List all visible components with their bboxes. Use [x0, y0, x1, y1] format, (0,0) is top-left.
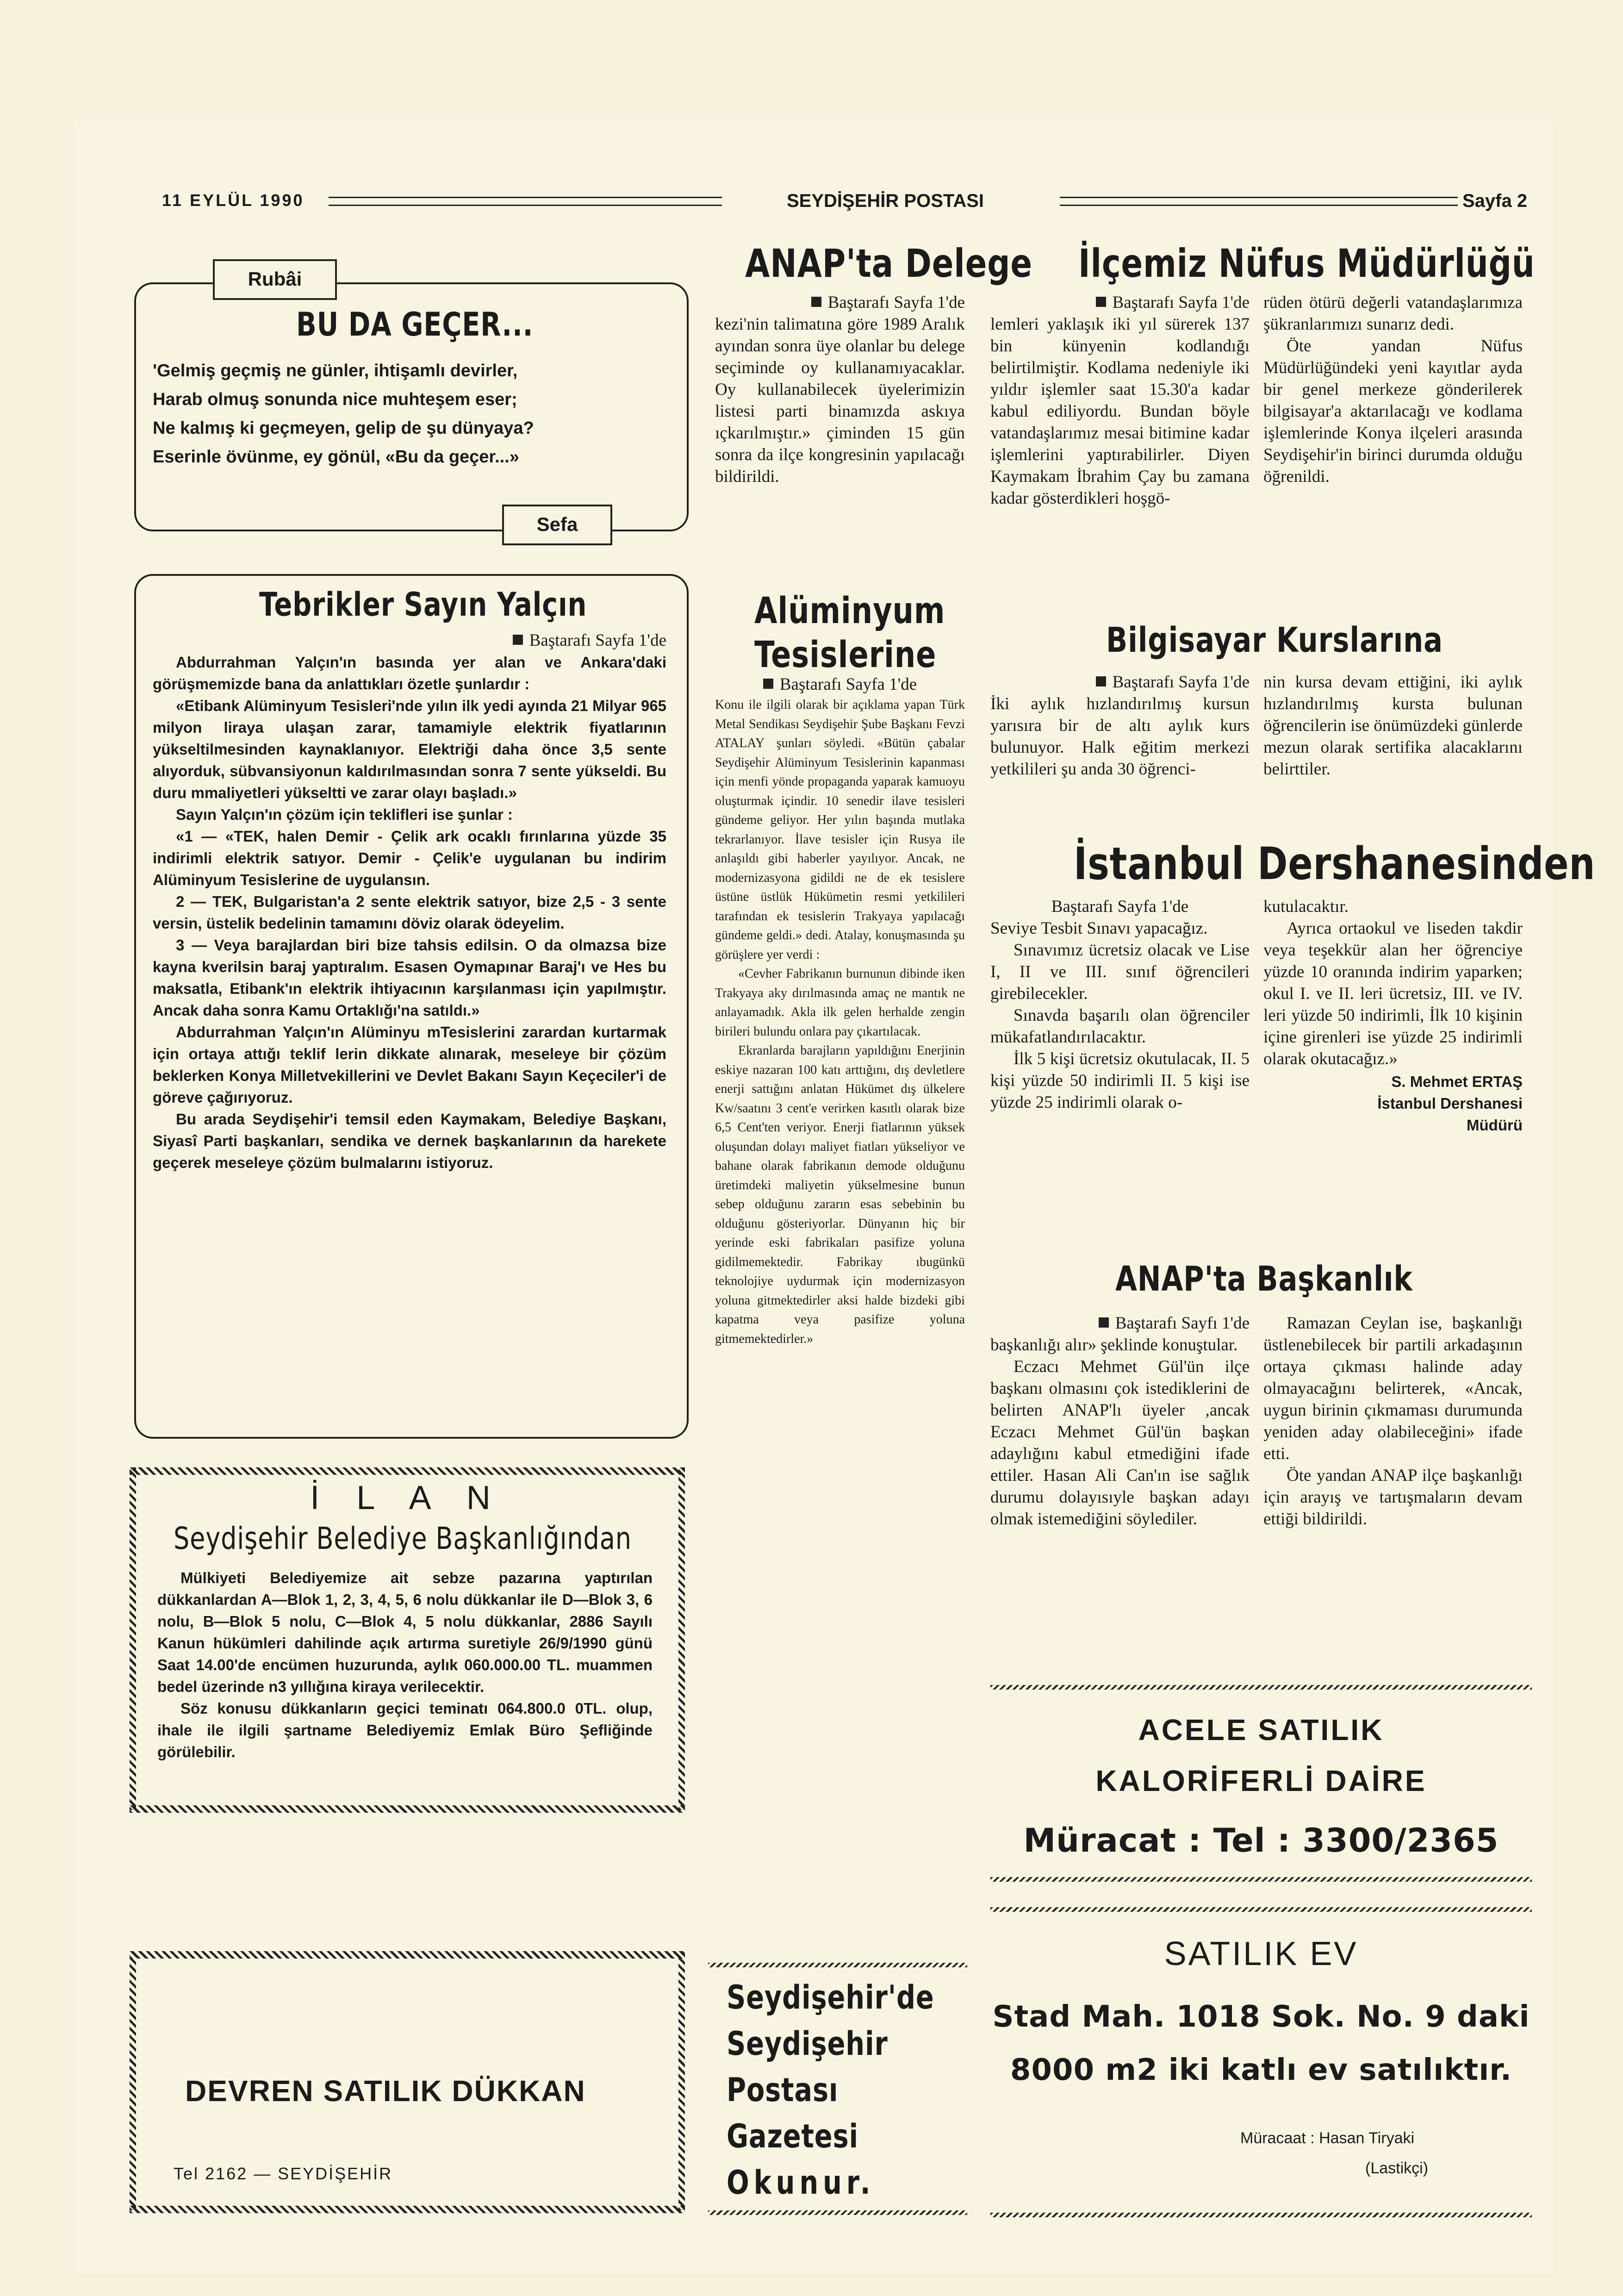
ev-contact: Müracaat : Hasan Tiryaki: [1240, 2129, 1415, 2147]
ev-contact-2: (Lastikçi): [1365, 2159, 1429, 2177]
tebrikler-body: [153, 630, 666, 1173]
continued-note: Baştarafı Sayfa 1'de: [715, 292, 965, 313]
rubai-line: 'Gelmiş geçmiş ne günler, ihtişamlı devirler,: [153, 361, 518, 381]
paragraph: İlk 5 kişi ücretsiz okutulacak, II. 5 kişi yüzde 50 indirimli II. 5 kişi ise yüzde 25 indirimli olarak o-: [990, 1049, 1250, 1112]
devren-border-left: [130, 1951, 136, 2210]
anap-baskanlik-col-2: [1263, 1312, 1523, 1530]
continued-note: Baştarafı Sayfa 1'de: [153, 630, 666, 651]
ev-border-top: [990, 1907, 1532, 1912]
paragraph: Öte yandan ANAP ilçe başkanlığı için arayış ve tartışmaların devam ettiği bildirildi.: [1263, 1466, 1523, 1529]
ilan-border-left: [130, 1467, 136, 1810]
signature-role: Müdürü: [1467, 1117, 1523, 1134]
acele-border-top: [990, 1685, 1532, 1690]
page-number: Sayfa 2: [1462, 191, 1528, 211]
continued-note: Baştarafı Sayfa 1'de: [1051, 897, 1189, 916]
acele-line-1: ACELE SATILIK: [1138, 1713, 1384, 1747]
paragraph: Ekranlarda barajların yapıldığını Enerjinin eskiye nazaran 100 katı arttığını, dış devletlere enerji sattığını anlatan Hükümet dış ülkelere Kw/saatını 3 cent'e verirken kasıtlı olarak bize 6,5 Cent'ten veriyor. Enerji fiatlarının yüksek oluşundan dolayı maliyet fiatları yükseliyor ve bahane olarak fabrikanın demode olduğunu üretimdeki maliyetin yükselmesine bunun sebep olduğunu zararın esas sebebinin bu olduğunu gösteriyorlar. Dünyanın hiç bir yerinde eski fabrikaları pasifize yoluna gidilmemektedir. Fabrikay ıbugünkü teknolojiye uydurmak için modernizasyon yoluna gitmektedirler aksi halde bizdeki gibi kapatma veya pasifize yoluna gitmemektedirler.»: [715, 1043, 965, 1346]
paragraph: Ayrıca ortaokul ve liseden takdir veya teşekkür alan her öğrenciye yüzde 10 oranında indirim yaparken; okul I. ve II. leri ücretsiz, III. ve IV. leri yüzde 50 indirimli, İlk 10 kişinin içine girenleri ise yüzde 25 indirimli olarak okutacağız.»: [1263, 919, 1523, 1068]
ev-line-2-row: [990, 2053, 1532, 2087]
ev-title: SATILIK EV: [1164, 1935, 1358, 1972]
anap-delege-title: ANAP'ta Delege: [745, 241, 1032, 286]
paragraph: Sınavda başarılı olan öğrenciler mükafatlandırılacaktır.: [990, 1006, 1250, 1047]
anap-delege-body: [715, 292, 965, 487]
acele-border-bottom: [990, 1877, 1532, 1882]
acele-contact-row: [990, 1822, 1532, 1859]
paragraph: lemleri yaklaşık iki yıl sürerek 137 bin künyenin kodlandığı belirtilmiştir. Kodlama nedeniyle iki yıldır işlemler saat 15.30'a kadar kabul ediliyordu. Bundan böyle vatandaşlarımız mesai bitimine kadar işlemlerini yaptırabilirler. Diyen Kaymakam İbrahim Çay bu zamana kadar gösterdikleri hoşgö-: [990, 315, 1250, 508]
rubai-author: Sefa: [502, 505, 612, 545]
devren-footer: Tel 2162 — SEYDİŞEHİR: [174, 2164, 393, 2183]
okunur-border-bottom: [708, 2210, 967, 2215]
rubai-line: Eserinle övünme, ey gönül, «Bu da geçer...»: [153, 447, 519, 467]
paragraph: Öte yandan Nüfus Müdürlüğündeki yeni kayıtlar ayda bir genel merkeze gönderilerek bilgisayar'a aktarılacağı ve kodlama işlemlerinde Konya ilçeleri arasında Seydişehir'in birinci durumda olduğu öğrenildi.: [1263, 337, 1523, 486]
ev-line-1-row: [990, 2000, 1532, 2034]
paragraph: 3 — Veya barajlardan biri bize tahsis edilsin. O da olmazsa bize kayna kverilsin baraj yaptıralım. Esasen Oymapınar Baraj'ı ve Hes bu maksatla, Etibank'ın elektrik ihtiyacının karşılanması için yapılmıştır. Ancak daha sonra Kamu Ortaklığı'na satıldı.»: [153, 936, 666, 1019]
continued-note: Baştarafı Sayfa 1'de: [990, 292, 1250, 313]
paragraph: Mülkiyeti Belediyemize ait sebze pazarına yaptırılan dükkanlardan A—Blok 1, 2, 3, 4, 5, 6 nolu dükkanlar ile D—Blok 3, 6 nolu, B—Blok 5 nolu, C—Blok 4, 5 nolu dükkanlar, 2886 Sayılı Kanun hükümleri dahilinde açık artırma suretiyle 26/9/1990 günü Saat 14.00'de encümen huzurunda, aylık 060.000.00 TL. muammen bedel üzerinde n3 yıllığına kiraya verilecektir.: [157, 1569, 653, 1695]
paragraph: başkanlığı alır» şeklinde konuştular.: [990, 1335, 1238, 1354]
rubai-line: Harab olmuş sonunda nice muhteşem eser;: [153, 390, 517, 409]
paragraph: Abdurrahman Yalçın'ın Alüminyu mTesislerini zarardan kurtarmak için ortaya attığı teklif lerin dikkate alınarak, meseleye bir çözüm beklerken Konya Milletvekillerini ve Devlet Bakanı Sayın Keçeciler'i de göreve çağırıyoruz.: [153, 1023, 666, 1106]
acele-line-3: Müracat : Tel : 3300/2365: [1023, 1822, 1499, 1859]
paragraph: nin kursa devam ettiğini, iki aylık hızlandırılmış kursta bulunan öğrencilerin ise önümüzdeki günlerde mezun olarak sertifika alacaklarını belirttiler.: [1263, 673, 1523, 779]
dershane-title: İstanbul Dershanesinden: [1074, 838, 1596, 890]
header-rule-right: [1060, 197, 1458, 206]
paragraph: kezi'nin talimatına göre 1989 Aralık ayından sonra üye olanlar bu delege seçiminde oy kullanamıyacaklar. Oy kullanabilecek üyelerimizin listesi parti binamızda askıya ıçkarılmıştır.» çiminden 15 gün sonra da ilçe kongresinin yapılacağı bildirildi.: [715, 315, 965, 486]
continued-note: Baştarafı Sayfa 1'de: [990, 671, 1250, 693]
nufus-col-2: [1263, 292, 1523, 487]
rubai-tag: Rubâi: [213, 259, 337, 300]
ilan-border-right: [678, 1467, 685, 1810]
signature-org: İstanbul Dershanesi: [1377, 1095, 1523, 1112]
header-rule-left: [329, 197, 722, 206]
paper-name: SEYDİŞEHİR POSTASI: [787, 191, 984, 211]
paragraph: Söz konusu dükkanların geçici teminatı 064.800.0 0TL. olup, ihale ile ilgili şartname Belediyemiz Emlak Büro Şefliğinde görülebilir.: [157, 1700, 653, 1760]
signature-name: S. Mehmet ERTAŞ: [1391, 1073, 1523, 1090]
rubai-line: Ne kalmış ki geçmeyen, gelip de şu dünyaya?: [153, 418, 534, 438]
aluminyum-title-1: Alüminyum: [754, 590, 945, 632]
ev-line-2: 8000 m2 iki katlı ev satılıktır.: [1010, 2053, 1512, 2087]
rubai-title: BU DA GEÇER...: [296, 306, 534, 343]
paragraph: kutulacaktır.: [1263, 897, 1349, 916]
continued-note: Baştarafı Sayfı 1'de: [990, 1312, 1250, 1334]
okunur-line: Postası: [727, 2071, 839, 2109]
ilan-body: [157, 1567, 653, 1763]
okunur-line: Seydişehir: [727, 2025, 888, 2063]
issue-date: 11 EYLÜL 1990: [162, 191, 305, 210]
bilgisayar-col-2: [1263, 671, 1523, 780]
paragraph: İki aylık hızlandırılmış kursun yarısıra bir de altı aylık kurs bulunuyor. Halk eğitim merkezi yetkilileri şu anda 30 öğrenci-: [990, 694, 1250, 779]
dershane-col-1: [990, 896, 1250, 1113]
paragraph: «Etibank Alüminyum Tesisleri'nde yılın ilk yedi ayında 21 Milyar 965 milyon liraya ulaşan zarar, tamamiyle elektrik fiyatlarının yükseltilmesinden kaynaklanıyor. Elektriği daha önce 3,5 sente alıyorduk, sübvansiyonun kaldırılmasından sonra 7 sente yükseldi. Bu duru mmaliyetleri yükseltti ve zarar olayı başladı.»: [153, 697, 666, 801]
paragraph: Konu ile ilgili olarak bir açıklama yapan Türk Metal Sendikası Seydişehir Şube Başkanı Fevzi ATALAY şunları söyledi. «Bütün çabalar Seydişehir Alüminyum Tesislerinin kapanması için menfi yönde propaganda yaparak kamuoyu oluşturmak içindir. 10 senedir ilave tesisleri gündeme geliyor. Her yılın başında mutlaka tekrarlanıyor. İlave tesisler için Rusya ile anlaşıldı gibi haberler yayılıyor. Ancak, ne modernizasyona gidildi ne de ek tesislere üstüne üstlük Hükümetin resmi yetkilileri tarafından ek tesislerin Trakyaya yapılacağı gündeme geldi.» dedi. Atalay, konuşmasında şu görüşlere yer verdi :: [715, 698, 965, 962]
paragraph: Eczacı Mehmet Gül'ün ilçe başkanı olmasını çok istediklerini de belirten ANAP'lı üyeler ,ancak Eczacı Mehmet Gül'ün başkan adaylığını kabul etmediğini ifade ettiler. Hasan Ali Can'ın ise sağlık durumu dolayısıyle başkan adayı olmak istemediğini söylediler.: [990, 1357, 1250, 1529]
okunur-line: Okunur.: [727, 2164, 875, 2202]
paragraph: Ramazan Ceylan ise, başkanlığı üstlenebilecek bir partili arkadaşının ortaya çıkması halinde aday olmayacağını belirterek, «Ancak, uygun birinin çıkmaması durumunda yeniden aday olabileceğini» ifade etti.: [1263, 1314, 1523, 1463]
devren-border-top: [130, 1951, 685, 1959]
paragraph: «1 — «TEK, halen Demir - Çelik ark ocaklı fırınlarına yüzde 35 indirimli elektrik satıyor. Demir - Çelik'e uygulanan bu indirim Alüminyum Tesislerine de uygulansın.: [153, 828, 666, 888]
tebrikler-title: Tebrikler Sayın Yalçın: [259, 586, 587, 624]
ev-border-bottom: [990, 2213, 1532, 2217]
acele-line-2: KALORİFERLİ DAİRE: [1095, 1764, 1427, 1797]
aluminyum-body: [715, 674, 965, 1348]
aluminyum-title-2: Tesislerine: [754, 634, 937, 676]
continued-note: Baştarafı Sayfa 1'de: [715, 674, 965, 695]
rubai-poem: [153, 356, 676, 471]
ilan-border-bottom: [130, 1805, 685, 1813]
paragraph: «Cevher Fabrikanın burnunun dibinde iken Trakyaya aky dırılmasında amaç ne mantık ne anlayamadık. Akla ilk gelen herhalde zengin birileri bulundu onlara pay çıkartılacak.: [715, 967, 965, 1039]
anap-baskanlik-title: ANAP'ta Başkanlık: [1115, 1259, 1413, 1299]
ev-line-1: Stad Mah. 1018 Sok. No. 9 daki: [992, 2000, 1530, 2034]
devren-border-right: [678, 1951, 685, 2210]
devren-border-bottom: [130, 2206, 685, 2213]
ilan-border-top: [130, 1467, 685, 1475]
bilgisayar-title: Bilgisayar Kurslarına: [1106, 620, 1443, 660]
ilan-subtitle: Seydişehir Belediye Başkanlığından: [174, 1521, 632, 1556]
paragraph: Abdurrahman Yalçın'ın basında yer alan ve Ankara'daki görüşmemizde bana da anlattıkları özetle şunlardır :: [153, 654, 666, 693]
paragraph: Sayın Yalçın'ın çözüm için teklifleri ise şunlar :: [176, 806, 513, 823]
devren-title: DEVREN SATILIK DÜKKAN: [185, 2074, 586, 2108]
okunur-border-top: [708, 1963, 967, 1967]
nufus-col-1: [990, 292, 1250, 509]
paragraph: 2 — TEK, Bulgaristan'a 2 sente elektrik satıyor, bize 2,5 - 3 sente versin, üstelik bedelinin tamamını döviz olarak ödeyelim.: [153, 893, 666, 932]
paragraph: Seviye Tesbit Sınavı yapacağız.: [990, 919, 1208, 938]
dershane-col-2: [1263, 896, 1523, 1136]
ilan-title: İ L A N: [310, 1479, 504, 1516]
paragraph: rüden ötürü değerli vatandaşlarımıza şükranlarımızı sunarız dedi.: [1263, 293, 1523, 334]
anap-baskanlik-col-1: [990, 1312, 1250, 1530]
okunur-line: Gazetesi: [727, 2117, 858, 2155]
okunur-box: [727, 1974, 967, 2206]
okunur-line: Seydişehir'de: [727, 1978, 934, 2016]
paragraph: Bu arada Seydişehir'i temsil eden Kaymakam, Belediye Başkanı, Siyasî Parti başkanları, sendika ve dernek başkanlarının da harekete geçerek meseleye çözüm bulmalarını istiyoruz.: [153, 1111, 666, 1171]
bilgisayar-col-1: [990, 671, 1250, 780]
paragraph: Sınavımız ücretsiz olacak ve Lise I, II ve III. sınıf öğrencileri girebilecekler.: [990, 941, 1250, 1003]
nufus-title: İlçemiz Nüfus Müdürlüğü: [1078, 241, 1535, 286]
